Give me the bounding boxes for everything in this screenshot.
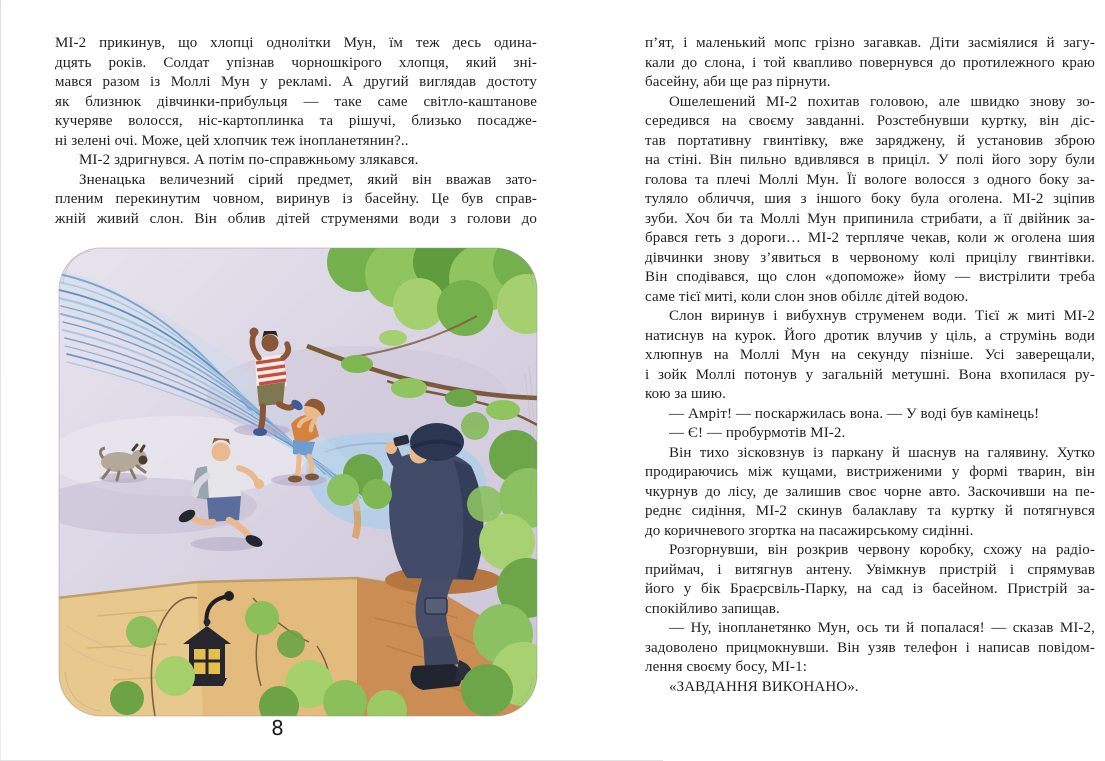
text-line: на стіні. Він пильно вдивлявся в приціл. У полі його зору були [645, 152, 1095, 168]
text-line: кучеряве волосся, ніс-картоплинка та рішучі, близько посадже- [55, 113, 537, 129]
text-line: його у бік Браєрсвіль-Парку, на сад із басейном. Пристрій за- [645, 581, 1095, 597]
text-line: саме тієї миті, коли слон знов обіллє дітей водою. [645, 288, 969, 305]
text-line: брався геть з дороги… МІ-2 терпляче чекав, коли ж оголена шия [645, 230, 1095, 246]
text-line: до коричневого згортка на пасажирському сидінні. [645, 522, 974, 539]
right-page-text [645, 34, 1095, 697]
text-line: дівчинки знову з’явиться в червоному колі прицілу гвинтівки. [645, 249, 1095, 266]
text-line: МІ-2 прикинув, що хлопці однолітки Мун, їм теж десь одина- [55, 35, 537, 51]
text-line: пленим перекинутим човном, виринув із басейну. Це був справ- [55, 191, 537, 207]
left-page-text [55, 34, 537, 229]
text-line: задоволено прицмокнувши. Він узяв телефон і написав повідом- [645, 639, 1095, 656]
text-line: і зойк Моллі потонув у загальній метушні. Вона вхопилася ру- [645, 366, 1095, 383]
text-line: мався разом із Моллі Мун у рекламі. А другий виглядав достоту [55, 74, 537, 90]
text-line: Він сподівався, що слон «допоможе» йому — вистрілити треба [645, 269, 1095, 285]
text-line: голова та плечі Моллі Мун. Її вологе волосся з одного боку за- [645, 171, 1095, 188]
text-line: натиснув на курок. Його дротик влучив у ціль, а струмінь води [645, 327, 1095, 344]
text-line: хлюпнув на Моллі Мун на секунду пізніше. Усі заверещали, [645, 347, 1095, 363]
text-line: п’ят, і маленький мопс грізно загавкав. Діти засміялися й загу- [645, 35, 1095, 51]
text-line: — Є! — пробурмотів МІ-2. [669, 425, 846, 441]
text-line: приймач, і витягнув антену. Увімкнув пристрій і спрямував [645, 561, 1095, 578]
text-line: ні зелені очі. Може, цей хлопчик теж інопланетянин?.. [55, 132, 409, 149]
text-line: кали до слона, і той квапливо повернувся до протилежного краю [645, 54, 1095, 71]
text-line: Ошелешений МІ-2 похитав головою, але швидко знову зо- [669, 93, 1095, 110]
text-line: — Амріт! — поскаржилась вона. — У воді був камінець! [669, 405, 1040, 422]
illustration-svg [57, 246, 539, 718]
text-line: туляло обличчя, шия з іншого боку була оголена. МІ-2 зціпив [645, 191, 1095, 207]
story-illustration [57, 246, 539, 718]
text-line: лення своєму босу, МІ-1: [645, 659, 808, 675]
text-line: кою за шию. [645, 386, 726, 402]
text-line: зуби. Хоч би та Моллі Мун припинила стрибати, а її двійник за- [645, 210, 1095, 227]
text-line: реднє сидіння, МІ-2 скинув балаклаву та куртку й потягнувся [645, 503, 1095, 519]
text-line: чкурнув до лісу, де залишив своє чорне авто. Заскочивши на пе- [645, 483, 1095, 500]
text-line: Розгорнувши, він розкрив червону коробку, схожу на радіо- [669, 542, 1095, 558]
text-line: Зненацька величезний сірий предмет, який він вважав зато- [79, 171, 537, 188]
page-number: 8 [271, 716, 284, 740]
text-line: продираючись між кущами, вистриженими у формі тварин, він [645, 464, 1095, 480]
text-line: «ЗАВДАННЯ ВИКОНАНО». [669, 678, 859, 695]
text-line: — Ну, інопланетянко Мун, ось ти й попалася! — сказав МІ-2, [669, 620, 1095, 636]
text-line: басейну, аби ще раз пірнути. [645, 74, 831, 90]
text-line: як близнюк дівчинки-прибульця — таке саме світло-каштанове [55, 93, 537, 110]
text-line: тав портативну гвинтівку, вже заряджену, й установив зброю [645, 132, 1095, 149]
text-line: МІ-2 здригнувся. А потім по-справжньому злякався. [79, 152, 419, 168]
text-line: Слон виринув і вибухнув струменем води. Тієї ж миті МІ-2 [669, 308, 1095, 324]
text-line: дцять років. Солдат упізнав чорношкірого хлопця, який зні- [55, 54, 537, 71]
text-line: спокійливо запищав. [645, 600, 780, 617]
text-line: середився на своєму завданні. Розстебнувши куртку, він діс- [645, 113, 1095, 129]
text-line: Він тихо зісковзнув із паркану й шаснув на галявину. Хутко [669, 444, 1095, 461]
text-line: жній живий слон. Він облив дітей струменями води з голови до [55, 210, 537, 227]
